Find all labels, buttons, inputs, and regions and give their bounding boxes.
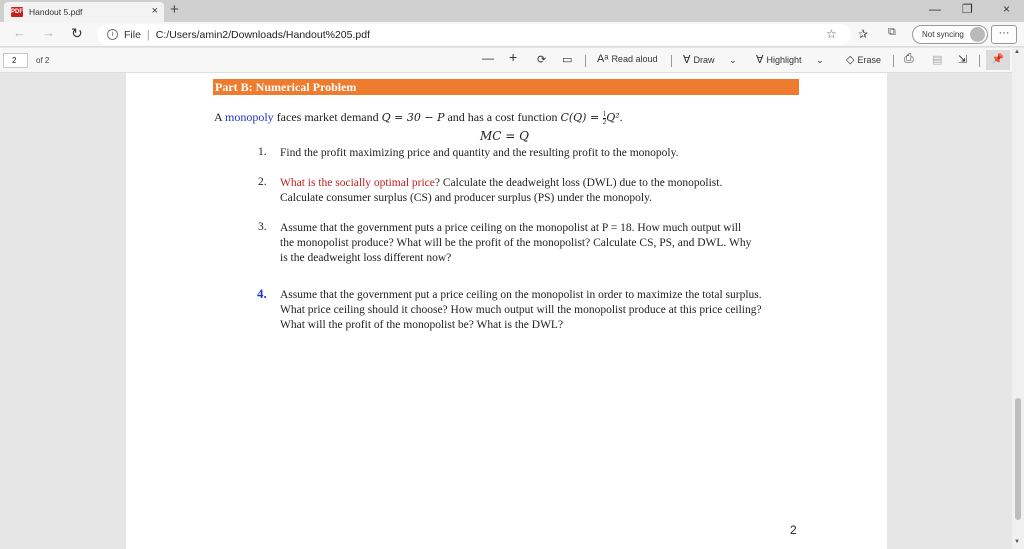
restore-button[interactable]: ❐ <box>962 2 973 16</box>
sync-button[interactable] <box>912 25 988 44</box>
document-viewer[interactable] <box>0 73 1012 549</box>
pdf-icon: PDF <box>11 9 23 15</box>
intro-end: . <box>619 110 623 124</box>
print-icon[interactable]: ⎙ <box>904 51 914 65</box>
pin-icon: 📌 <box>991 54 1005 65</box>
intro-text: faces market demand <box>273 110 382 124</box>
favorites-icon[interactable]: ✰ <box>858 27 869 41</box>
q-squared: Q² <box>606 111 620 124</box>
section-title: Part B: Numerical Problem <box>213 79 799 95</box>
intro-text: and has a cost function <box>444 110 561 124</box>
question-3-line2: the monopolist produce? What will be the profit of the monopolist? Calculate CS, PS, and DWL. Why <box>280 237 752 249</box>
address-separator: | <box>146 28 150 41</box>
question-2-line2: Calculate consumer surplus (CS) and producer surplus (PS) under the monopoly. <box>280 192 652 204</box>
sync-label: Not syncing <box>922 30 964 39</box>
new-tab-button[interactable]: + <box>170 1 179 18</box>
cost-function: C(Q) = <box>560 111 603 124</box>
address-url[interactable]: C:/Users/amin2/Downloads/Handout%205.pdf <box>155 28 370 41</box>
monopoly-word: monopoly <box>225 110 274 124</box>
forward-icon[interactable]: → <box>42 25 55 40</box>
file-label: File <box>124 28 141 41</box>
toolbar-divider <box>979 55 980 67</box>
toolbar-divider <box>893 55 894 67</box>
problem-intro <box>214 110 623 126</box>
read-aloud-label: Read aloud <box>611 54 658 64</box>
question-4-line1: Assume that the government put a price ceiling on the monopolist in order to maximize the total surplus. <box>280 289 762 301</box>
save-icon[interactable]: ▤ <box>932 54 943 66</box>
address-bar[interactable] <box>97 24 851 45</box>
star-icon[interactable]: ☆ <box>826 27 837 41</box>
erase-button[interactable] <box>846 53 881 66</box>
toolbar-divider <box>585 55 586 67</box>
close-icon[interactable]: × <box>151 5 158 17</box>
marginal-cost: MC = Q <box>480 129 529 143</box>
pdf-toolbar <box>0 48 1024 73</box>
read-aloud-button[interactable] <box>597 53 657 65</box>
save-as-icon[interactable]: ⇲ <box>958 54 968 66</box>
refresh-icon[interactable]: ↻ <box>71 25 83 41</box>
scrollbar-thumb[interactable] <box>1015 398 1021 520</box>
info-icon[interactable]: i <box>107 29 118 40</box>
draw-label: Draw <box>693 55 715 65</box>
question-2-highlight: What is the socially optimal price <box>280 177 435 189</box>
fit-page-icon[interactable]: ▭ <box>562 54 573 66</box>
question-2 <box>280 176 840 206</box>
intro-text: A <box>214 110 226 124</box>
chevron-down-icon[interactable]: ⌄ <box>816 55 824 65</box>
zoom-in-button[interactable]: + <box>509 49 518 65</box>
question-number: 4. <box>257 286 267 301</box>
tab-title: Handout 5.pdf <box>29 7 83 17</box>
chevron-down-icon[interactable]: ⌄ <box>729 55 737 65</box>
tab-handout[interactable] <box>4 2 164 22</box>
collections-icon[interactable]: ⧉ <box>888 26 896 38</box>
rotate-icon[interactable]: ⟳ <box>537 54 547 66</box>
highlight-button[interactable] <box>756 53 824 66</box>
question-number: 1. <box>258 146 267 158</box>
question-4-line2: What price ceiling should it choose? How much output will the monopolist produce at this price ceiling? <box>280 304 762 316</box>
title-bar <box>0 0 1024 22</box>
page-footer-number: 2 <box>790 523 797 537</box>
scroll-up-icon[interactable]: ▲ <box>1014 49 1020 55</box>
demand-equation: Q = 30 − P <box>381 111 445 124</box>
more-menu-button[interactable]: ··· <box>991 25 1017 44</box>
draw-button[interactable] <box>683 53 737 66</box>
question-3-line3: is the deadweight loss different now? <box>280 252 452 264</box>
toolbar-divider <box>671 55 672 67</box>
minimize-button[interactable]: — <box>929 2 941 16</box>
question-1: Find the profit maximizing price and quantity and the resulting profit to the monopoly. <box>280 147 679 159</box>
avatar <box>970 27 985 42</box>
address-bar-row <box>0 22 1024 47</box>
zoom-out-button[interactable]: — <box>482 51 494 65</box>
highlight-icon: ∀ <box>756 54 764 66</box>
pdf-page <box>126 73 887 549</box>
page-number-input[interactable]: 2 <box>3 53 28 68</box>
scroll-down-icon[interactable]: ▼ <box>1014 539 1020 545</box>
fraction-denominator: 2 <box>602 117 607 126</box>
read-aloud-icon: Aᵃ <box>597 53 609 65</box>
close-window-button[interactable]: × <box>1003 2 1011 16</box>
back-icon[interactable]: ← <box>13 25 26 40</box>
pin-toolbar-button[interactable] <box>986 50 1010 70</box>
highlight-label: Highlight <box>766 55 802 65</box>
eraser-icon: ◇ <box>846 54 855 66</box>
question-4 <box>280 288 870 333</box>
question-3-line1: Assume that the government puts a price ceiling on the monopolist at P = 18. How much output will <box>280 222 742 234</box>
question-2-text: ? Calculate the deadweight loss (DWL) due to the monopolist. <box>434 177 723 189</box>
question-3 <box>280 221 850 266</box>
question-number: 3. <box>258 221 267 233</box>
draw-icon: ∀ <box>683 54 691 66</box>
question-number: 2. <box>258 176 267 188</box>
fraction-numerator: 1 <box>602 109 607 118</box>
erase-label: Erase <box>857 55 881 65</box>
question-4-line3: What will the profit of the monopolist be? What is the DWL? <box>280 319 564 331</box>
page-total: of 2 <box>36 56 50 65</box>
